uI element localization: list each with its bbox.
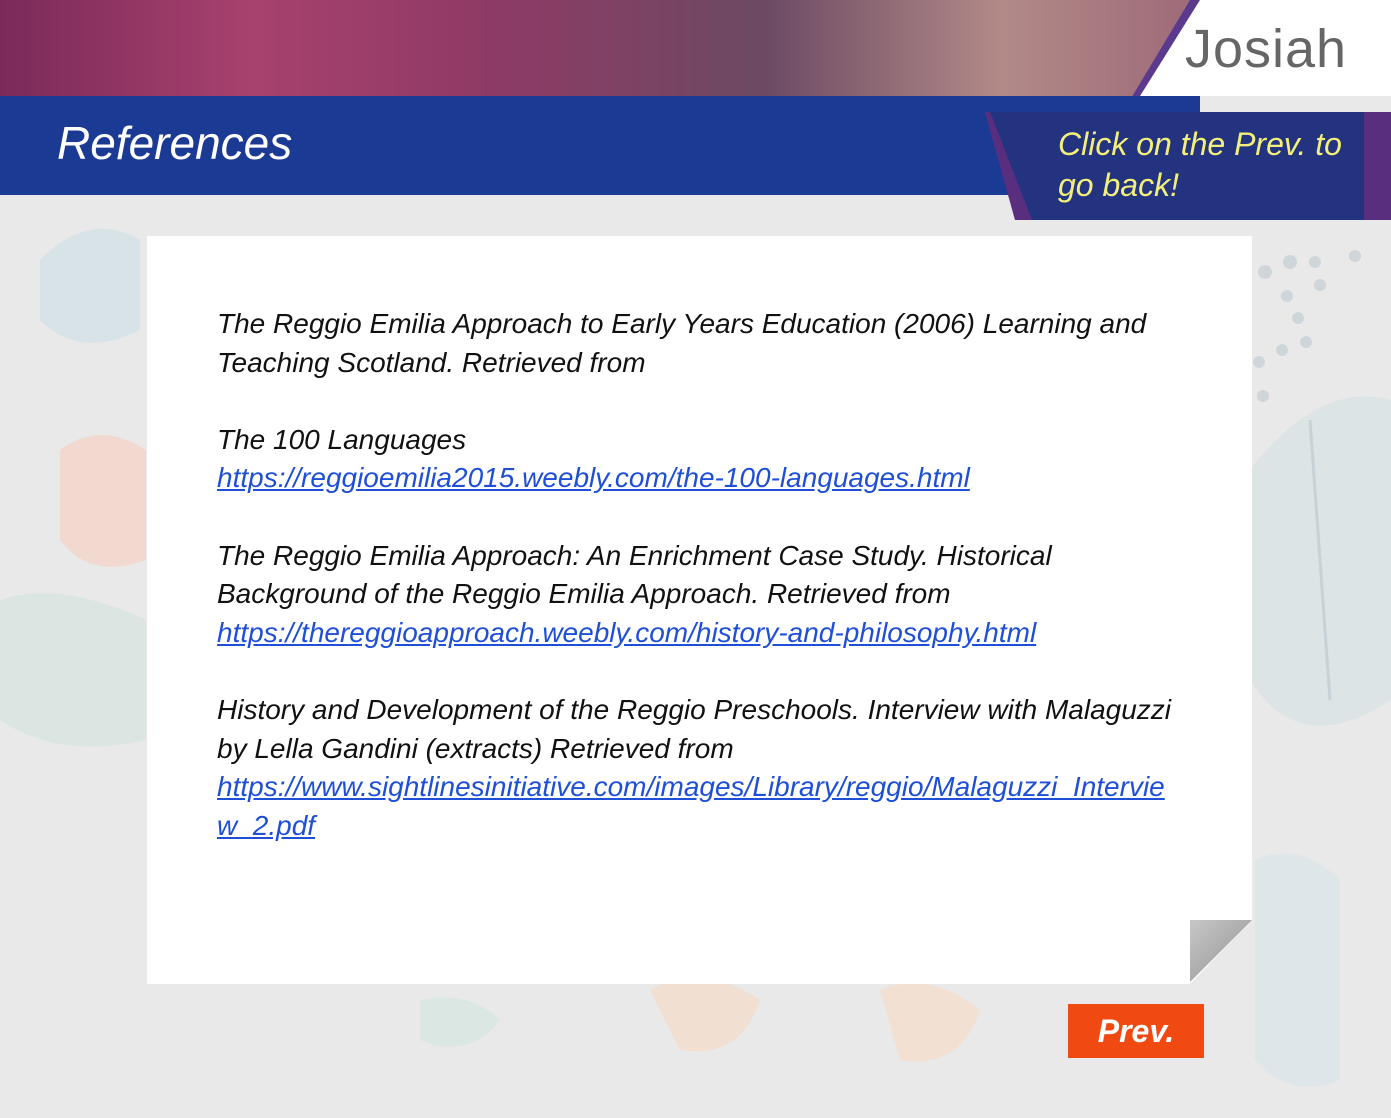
references-list [217, 305, 1177, 884]
reference-item [217, 421, 1177, 498]
reference-item [217, 691, 1177, 845]
reference-text: History and Development of the Reggio Preschools. Interview with Malaguzzi by Lella Gandini (extracts) Retrieved from [217, 693, 1172, 764]
reference-link[interactable]: https://thereggioapproach.weebly.com/history-and-philosophy.html [217, 616, 1037, 648]
page-title: References [57, 117, 293, 169]
reference-item [217, 305, 1177, 382]
hint-text: Click on the Prev. to go back! [1058, 126, 1342, 203]
reference-item [217, 537, 1177, 653]
reference-text: The Reggio Emilia Approach: An Enrichment Case Study. Historical Background of the Reggio Emilia Approach. Retrieved from [217, 539, 1052, 610]
prev-button[interactable]: Prev. [1068, 1004, 1204, 1058]
reference-link[interactable]: https://www.sightlinesinitiative.com/images/Library/reggio/Malaguzzi_Interview_2.pdf [217, 771, 1165, 841]
reference-text: The Reggio Emilia Approach to Early Years Education (2006) Learning and Teaching Scotland. Retrieved from [217, 308, 1147, 378]
josiah-logo: Josiah [1185, 19, 1348, 79]
reference-text: The 100 Languages [217, 423, 467, 455]
reference-link[interactable]: https://reggioemilia2015.weebly.com/the-100-languages.html [217, 462, 970, 494]
